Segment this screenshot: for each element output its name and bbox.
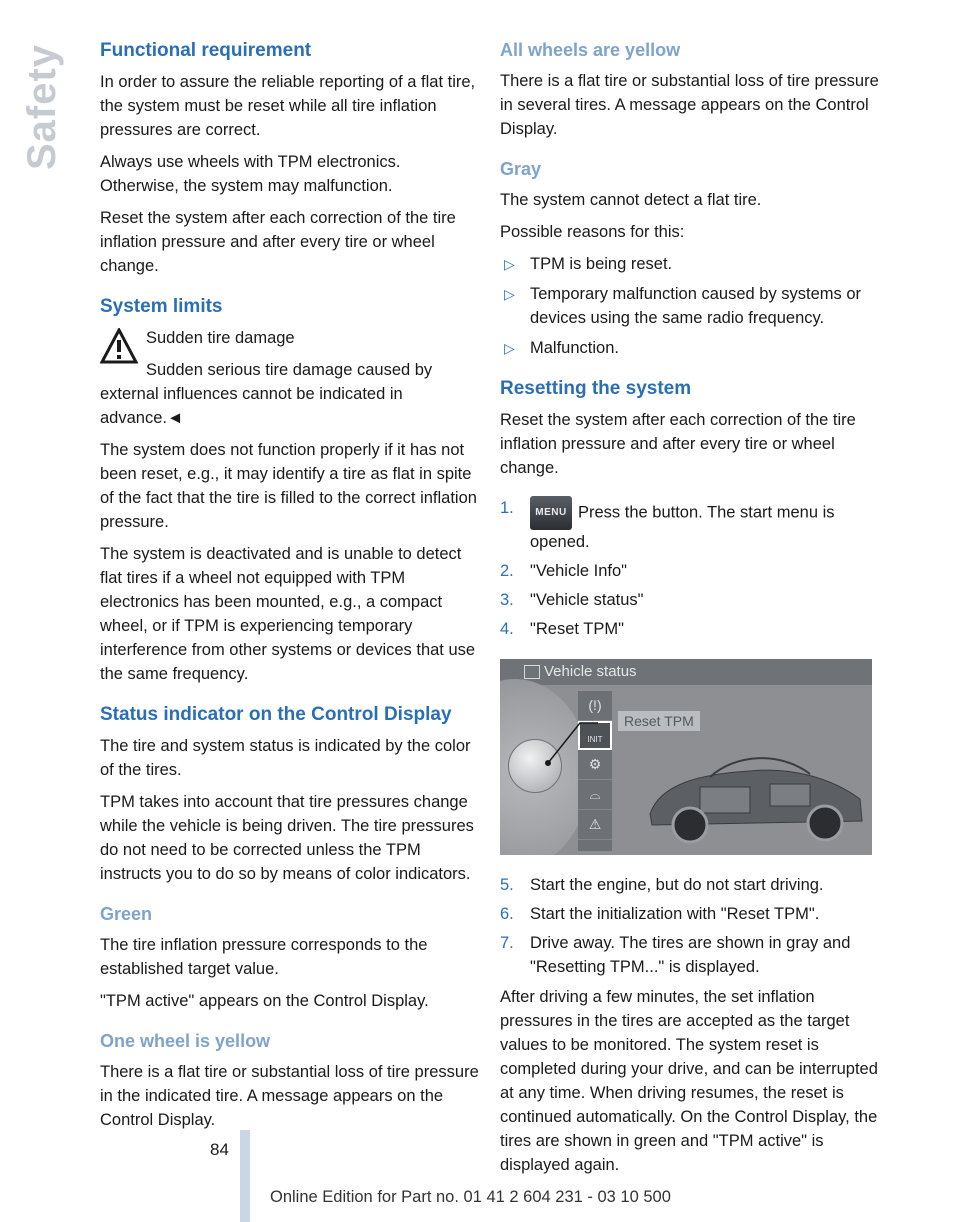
all-wheels-yellow-section	[500, 40, 880, 141]
bullet-triangle-icon: ▷	[504, 340, 515, 356]
green-p2: "TPM active" appears on the Control Display.	[100, 992, 429, 1010]
functional-p1: In order to assure the reliable reporting of a flat tire, the system must be reset while all tire inflation pressures are correct.	[100, 73, 476, 139]
all-wheels-yellow-heading: All wheels are yellow	[500, 40, 681, 60]
one-wheel-yellow-section	[100, 1031, 480, 1132]
list-item: 6. Start the initialization with "Reset TPM".	[500, 905, 820, 923]
car-icon: ⌓	[578, 780, 612, 810]
tpm-init-icon: INIT	[578, 721, 612, 750]
gray-section	[500, 159, 880, 360]
functional-p2: Always use wheels with TPM electronics. Otherwise, the system may malfunction.	[100, 153, 401, 195]
car-illustration	[640, 729, 870, 849]
bullet-triangle-icon: ▷	[504, 256, 515, 272]
warning-icon: ⚠	[578, 810, 612, 840]
one-wheel-yellow-p1: There is a flat tire or substantial loss of tire pressure in the indicated tire. A message appears on the Control Display.	[100, 1063, 479, 1129]
list-item: 5. Start the engine, but do not start driving.	[500, 876, 824, 894]
limits-p2: The system is deactivated and is unable to detect flat tires if a wheel not equipped with TPM electronics has been mounted, e.g., a compact wheel, or if TPM is experiencing temporary interference from other systems or devices that use the same frequency.	[100, 545, 476, 683]
screen-titlebar	[500, 659, 872, 685]
warning-triangle-icon	[100, 328, 138, 364]
system-limits-heading: System limits	[100, 296, 223, 317]
warning-text-line1: Sudden serious tire damage caused by	[146, 361, 433, 379]
reset-steps-list-a	[500, 496, 880, 641]
reset-steps-list-b	[500, 873, 880, 979]
page-number: 84	[210, 1140, 229, 1159]
warning-title: Sudden tire damage	[146, 329, 295, 347]
menu-button-icon: MENU	[530, 496, 572, 530]
list-item: 4. "Reset TPM"	[500, 620, 624, 638]
footer-bar	[240, 1130, 250, 1222]
control-display-screenshot	[500, 659, 872, 855]
reset-final-paragraph: After driving a few minutes, the set inflation pressures in the tires are accepted as the target values to be monitored. The system reset is completed during your drive, and can be interrupted at any time. When driving resumes, the reset is continued automatically. On the Control Display, the tires are shown in green and "TPM active" is displayed again.	[500, 988, 878, 1174]
right-column	[500, 40, 880, 1185]
resetting-p1: Reset the system after each correction of the tire inflation pressure and after every tire or wheel change.	[500, 411, 856, 477]
list-item: 2. "Vehicle Info"	[500, 562, 628, 580]
list-item: ▷ TPM is being reset.	[500, 252, 880, 276]
list-item: 1. MENU Press the button. The start menu is opened.	[500, 496, 880, 554]
green-section	[100, 904, 480, 1013]
pointer-line	[540, 719, 600, 769]
vehicle-status-icon	[524, 665, 540, 679]
screen-icon-column	[578, 691, 612, 851]
edition-text: Online Edition for Part no. 01 41 2 604 231 - 03 10 500	[270, 1188, 671, 1206]
gray-p1: The system cannot detect a flat tire.	[500, 191, 762, 209]
green-heading: Green	[100, 904, 153, 924]
left-column	[100, 40, 480, 1140]
warning-block	[100, 326, 480, 382]
list-item: ▷ Temporary malfunction caused by systems or devices using the same radio frequency.	[500, 282, 880, 330]
status-indicator-heading: Status indicator on the Control Display	[100, 704, 452, 725]
resetting-section	[500, 378, 880, 1177]
green-p1: The tire inflation pressure corresponds to the established target value.	[100, 936, 428, 978]
section-side-label	[18, 40, 68, 180]
status-indicator-section	[100, 704, 480, 886]
one-wheel-yellow-heading: One wheel is yellow	[100, 1031, 271, 1051]
all-wheels-yellow-p1: There is a flat tire or substantial loss of tire pressure in several tires. A message appears on the Control Display.	[500, 72, 879, 138]
list-item: 3. "Vehicle status"	[500, 591, 644, 609]
warning-text-line2: external influences cannot be indicated in advance.◄	[100, 385, 403, 427]
functional-p3: Reset the system after each correction of the tire inflation pressure and after every tire or wheel change.	[100, 209, 456, 275]
functional-requirement-section	[100, 40, 480, 278]
list-item: ▷ Malfunction.	[500, 336, 880, 360]
reset-tpm-label: Reset TPM	[618, 711, 700, 731]
side-label-text: Safety	[20, 43, 64, 170]
resetting-heading: Resetting the system	[500, 378, 692, 399]
gray-heading: Gray	[500, 159, 542, 179]
gray-p2: Possible reasons for this:	[500, 223, 685, 241]
service-icon: ⚙	[578, 750, 612, 780]
bullet-triangle-icon: ▷	[504, 286, 515, 302]
gray-reasons-list	[500, 252, 880, 360]
status-p1: The tire and system status is indicated by the color of the tires.	[100, 737, 471, 779]
status-p2: TPM takes into account that tire pressures change while the vehicle is being driven. The tire pressures do not need to be corrected unless the TPM instructs you to do so by means of color indicators.	[100, 793, 474, 883]
limits-p1: The system does not function properly if it has not been reset, e.g., it may identify a tire as flat in spite of the fact that the tire is filled to the correct inflation pressure.	[100, 441, 477, 531]
screen-title: Vehicle status	[544, 663, 637, 680]
functional-requirement-heading: Functional requirement	[100, 40, 312, 61]
tire-pressure-icon: (!)	[578, 691, 612, 721]
page-footer	[0, 1130, 960, 1222]
system-limits-section	[100, 296, 480, 686]
list-item: 7. Drive away. The tires are shown in gray and "Resetting TPM..." is displayed.	[500, 934, 851, 976]
